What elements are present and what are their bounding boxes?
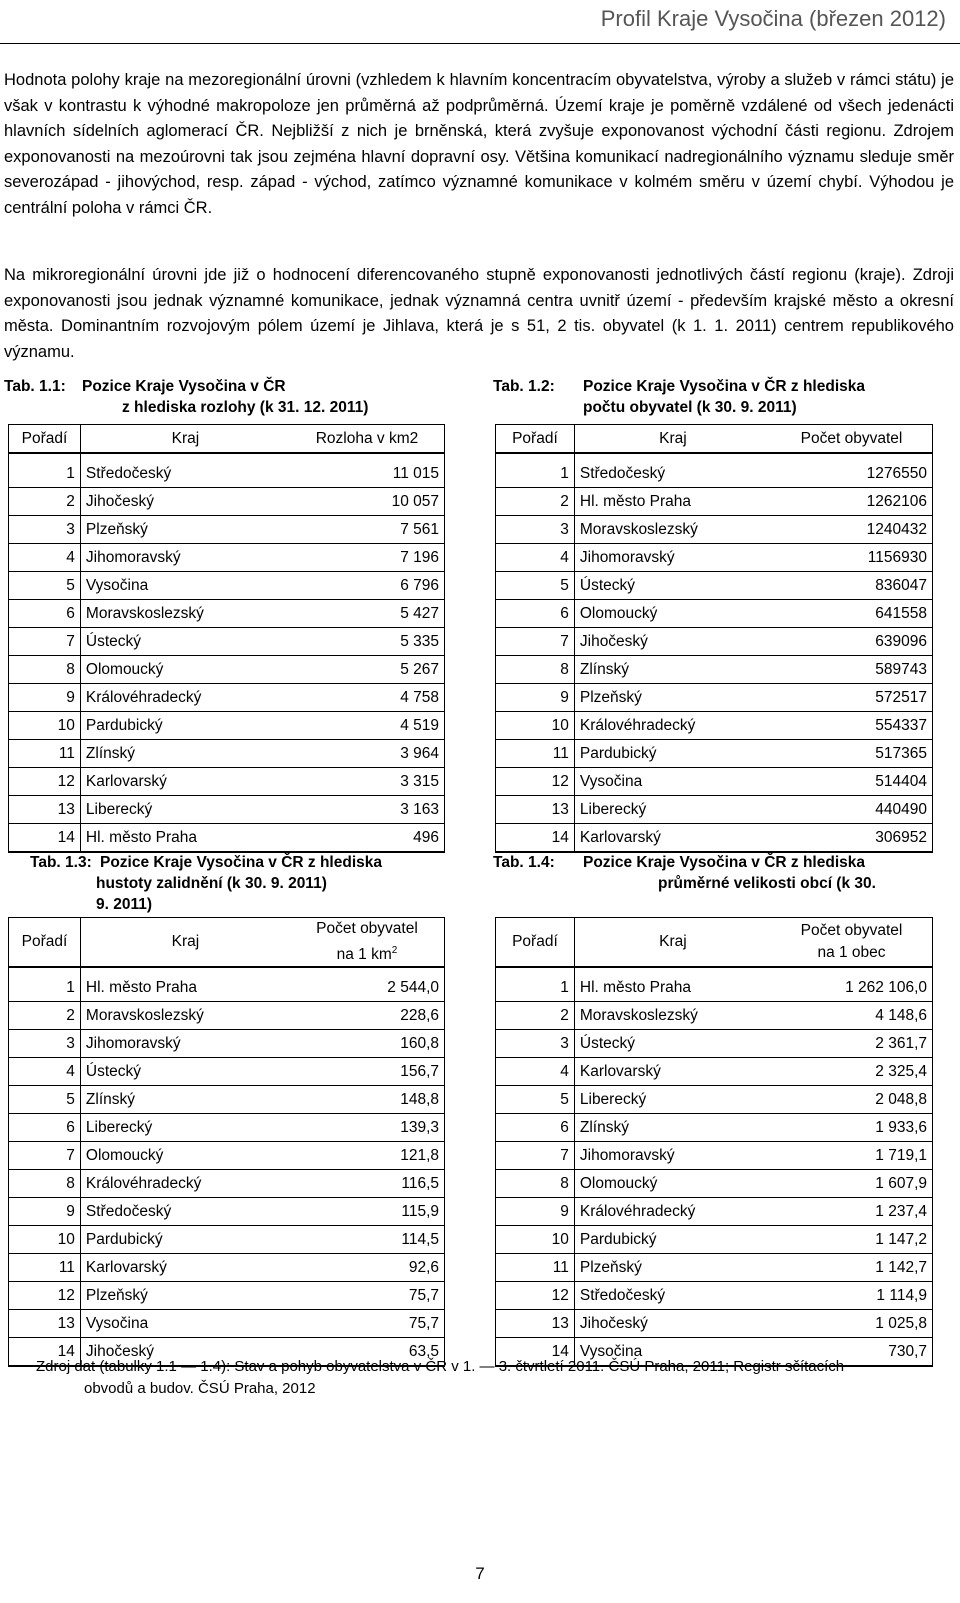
table-row: [496, 1142, 933, 1170]
cell-rank: 13: [9, 1310, 81, 1338]
cell-rank: 9: [496, 684, 575, 712]
cell-region: Plzeňský: [574, 684, 771, 712]
cell-value: 641558: [771, 600, 933, 628]
table-3-header-value-sup: 2: [391, 945, 398, 956]
cell-region: Moravskoslezský: [80, 1002, 290, 1030]
cell-value: 2 544,0: [290, 974, 445, 1002]
cell-region: Vysočina: [80, 572, 290, 600]
cell-rank: 2: [496, 488, 575, 516]
table-4-caption-line2: průměrné velikosti obcí (k 30.: [658, 875, 876, 892]
source-line1: Zdroj dat (tabulky 1.1 — 1.4): Stav a pohyb obyvatelstva v ČR v 1. — 3. čtvrtletí 2011. ČSÚ Praha, 2011; Registr sčítacích: [36, 1358, 845, 1375]
table-row: [9, 1058, 445, 1086]
cell-value: 514404: [771, 768, 933, 796]
cell-rank: 11: [9, 1254, 81, 1282]
cell-rank: 11: [496, 740, 575, 768]
table-row: [496, 656, 933, 684]
cell-region: Hl. město Praha: [80, 824, 290, 853]
cell-rank: 2: [496, 1002, 575, 1030]
table-row: [496, 488, 933, 516]
table-row: [496, 1226, 933, 1254]
cell-region: Jihomoravský: [574, 1142, 771, 1170]
cell-region: Karlovarský: [80, 768, 290, 796]
cell-region: Středočeský: [80, 460, 290, 488]
table-row: [496, 974, 933, 1002]
table-row: [496, 572, 933, 600]
table-1-caption: [4, 376, 444, 418]
cell-value: 228,6: [290, 1002, 445, 1030]
cell-region: Vysočina: [574, 1338, 771, 1367]
cell-value: 10 057: [290, 488, 445, 516]
table-row: [9, 796, 445, 824]
cell-region: Jihočeský: [574, 628, 771, 656]
table-row: [9, 628, 445, 656]
table-3-label: Tab. 1.3:: [30, 854, 92, 871]
cell-region: Olomoucký: [574, 1170, 771, 1198]
table-row: [496, 600, 933, 628]
cell-region: Hl. město Praha: [574, 974, 771, 1002]
cell-region: Pardubický: [80, 712, 290, 740]
table-row: [9, 544, 445, 572]
cell-value: 496: [290, 824, 445, 853]
table-3: [8, 917, 445, 1367]
source-line2: obvodů a budov. ČSÚ Praha, 2012: [84, 1380, 316, 1397]
cell-value: 4 519: [290, 712, 445, 740]
cell-rank: 4: [496, 544, 575, 572]
table-row: [9, 1226, 445, 1254]
cell-rank: 11: [9, 740, 81, 768]
cell-rank: 2: [9, 488, 81, 516]
cell-region: Karlovarský: [80, 1254, 290, 1282]
cell-region: Plzeňský: [80, 516, 290, 544]
source-note: [36, 1356, 932, 1400]
cell-value: 1 262 106,0: [771, 974, 933, 1002]
table-row: [9, 1142, 445, 1170]
table-row: [496, 1058, 933, 1086]
cell-region: Olomoucký: [80, 656, 290, 684]
cell-rank: 6: [496, 600, 575, 628]
cell-rank: 14: [496, 1338, 575, 1367]
cell-value: 116,5: [290, 1170, 445, 1198]
cell-value: 3 163: [290, 796, 445, 824]
table-row: [496, 460, 933, 488]
table-1-header-rank: Pořadí: [9, 425, 81, 454]
cell-rank: 9: [9, 684, 81, 712]
cell-rank: 10: [9, 712, 81, 740]
table-row: [496, 1282, 933, 1310]
cell-rank: 10: [9, 1226, 81, 1254]
cell-value: 156,7: [290, 1058, 445, 1086]
cell-rank: 12: [9, 768, 81, 796]
cell-rank: 5: [496, 572, 575, 600]
cell-rank: 8: [496, 656, 575, 684]
table-2-header-region: Kraj: [574, 425, 771, 454]
cell-value: 1 025,8: [771, 1310, 933, 1338]
table-2-header-value: Počet obyvatel: [771, 425, 933, 454]
table-1-header-value: Rozloha v km2: [290, 425, 445, 454]
cell-value: 1 237,4: [771, 1198, 933, 1226]
table-row: [496, 544, 933, 572]
table-1-header-region: Kraj: [80, 425, 290, 454]
table-2-header-rank: Pořadí: [496, 425, 575, 454]
cell-region: Hl. město Praha: [574, 488, 771, 516]
cell-region: Plzeňský: [80, 1282, 290, 1310]
cell-rank: 9: [496, 1198, 575, 1226]
cell-region: Liberecký: [574, 1086, 771, 1114]
cell-value: 92,6: [290, 1254, 445, 1282]
cell-rank: 4: [9, 1058, 81, 1086]
cell-region: Zlínský: [80, 1086, 290, 1114]
table-row: [9, 600, 445, 628]
cell-value: 160,8: [290, 1030, 445, 1058]
cell-region: Zlínský: [80, 740, 290, 768]
cell-rank: 1: [496, 974, 575, 1002]
cell-value: 121,8: [290, 1142, 445, 1170]
table-row: [9, 1198, 445, 1226]
cell-region: Středočeský: [574, 460, 771, 488]
cell-value: 836047: [771, 572, 933, 600]
table-2-caption-line2: počtu obyvatel (k 30. 9. 2011): [583, 399, 797, 416]
cell-region: Jihomoravský: [80, 1030, 290, 1058]
table-row: [9, 1086, 445, 1114]
table-2-body: [496, 453, 933, 852]
cell-region: Pardubický: [574, 1226, 771, 1254]
table-1-caption-line1: Pozice Kraje Vysočina v ČR: [82, 378, 286, 395]
cell-region: Královéhradecký: [80, 684, 290, 712]
table-1-body: [9, 453, 445, 852]
table-row: [9, 1170, 445, 1198]
cell-value: 1 607,9: [771, 1170, 933, 1198]
cell-region: Pardubický: [80, 1226, 290, 1254]
table-row: [9, 712, 445, 740]
cell-region: Ústecký: [80, 628, 290, 656]
cell-rank: 13: [496, 1310, 575, 1338]
cell-rank: 12: [9, 1282, 81, 1310]
cell-rank: 13: [496, 796, 575, 824]
cell-value: 7 561: [290, 516, 445, 544]
cell-rank: 8: [9, 1170, 81, 1198]
cell-rank: 2: [9, 1002, 81, 1030]
cell-rank: 3: [496, 1030, 575, 1058]
cell-region: Jihomoravský: [80, 544, 290, 572]
cell-value: 1156930: [771, 544, 933, 572]
page-header: [0, 0, 960, 44]
cell-region: Jihomoravský: [574, 544, 771, 572]
table-1-caption-line2: z hlediska rozlohy (k 31. 12. 2011): [122, 399, 369, 416]
table-row: [9, 740, 445, 768]
cell-value: 517365: [771, 740, 933, 768]
cell-region: Zlínský: [574, 656, 771, 684]
cell-region: Královéhradecký: [574, 1198, 771, 1226]
cell-rank: 1: [9, 460, 81, 488]
cell-value: 3 315: [290, 768, 445, 796]
cell-rank: 3: [9, 1030, 81, 1058]
table-row: [496, 684, 933, 712]
table-1: [8, 424, 445, 853]
cell-value: 554337: [771, 712, 933, 740]
cell-value: 306952: [771, 824, 933, 853]
table-row: [9, 684, 445, 712]
cell-value: 4 758: [290, 684, 445, 712]
cell-rank: 5: [9, 1086, 81, 1114]
cell-value: 1240432: [771, 516, 933, 544]
cell-rank: 6: [496, 1114, 575, 1142]
cell-value: 1 142,7: [771, 1254, 933, 1282]
cell-rank: 13: [9, 796, 81, 824]
table-3-header-region: Kraj: [80, 918, 290, 968]
cell-region: Ústecký: [80, 1058, 290, 1086]
cell-value: 1 114,9: [771, 1282, 933, 1310]
table-2: [495, 424, 933, 853]
cell-value: 75,7: [290, 1282, 445, 1310]
cell-value: 572517: [771, 684, 933, 712]
table-row: [9, 824, 445, 853]
table-1-label: Tab. 1.1:: [4, 378, 66, 395]
cell-value: 1 147,2: [771, 1226, 933, 1254]
cell-value: 114,5: [290, 1226, 445, 1254]
cell-rank: 11: [496, 1254, 575, 1282]
cell-value: 4 148,6: [771, 1002, 933, 1030]
table-4-caption-line1: Pozice Kraje Vysočina v ČR z hlediska: [583, 854, 865, 871]
cell-rank: 9: [9, 1198, 81, 1226]
cell-rank: 7: [496, 628, 575, 656]
cell-value: 1262106: [771, 488, 933, 516]
table-row: [496, 1310, 933, 1338]
table-row: [496, 768, 933, 796]
cell-value: 730,7: [771, 1338, 933, 1367]
cell-value: 3 964: [290, 740, 445, 768]
cell-region: Karlovarský: [574, 824, 771, 853]
table-row: [9, 1282, 445, 1310]
cell-value: 2 048,8: [771, 1086, 933, 1114]
cell-rank: 8: [496, 1170, 575, 1198]
cell-value: 6 796: [290, 572, 445, 600]
table-row: [9, 1030, 445, 1058]
cell-region: Zlínský: [574, 1114, 771, 1142]
table-row: [496, 1198, 933, 1226]
cell-region: Hl. město Praha: [80, 974, 290, 1002]
cell-region: Pardubický: [574, 740, 771, 768]
cell-rank: 12: [496, 1282, 575, 1310]
cell-region: Jihočeský: [80, 488, 290, 516]
table-row: [9, 768, 445, 796]
table-row: [496, 628, 933, 656]
table-row: [9, 1002, 445, 1030]
table-row: [496, 1030, 933, 1058]
table-3-caption-line3: 9. 2011): [96, 896, 153, 913]
cell-value: 639096: [771, 628, 933, 656]
table-3-body: [9, 967, 445, 1366]
table-row: [496, 740, 933, 768]
cell-rank: 7: [496, 1142, 575, 1170]
cell-value: 5 267: [290, 656, 445, 684]
cell-value: 5 427: [290, 600, 445, 628]
cell-region: Moravskoslezský: [574, 1002, 771, 1030]
cell-rank: 5: [496, 1086, 575, 1114]
cell-region: Středočeský: [80, 1198, 290, 1226]
table-row: [9, 1254, 445, 1282]
table-row: [496, 1002, 933, 1030]
cell-region: Královéhradecký: [80, 1170, 290, 1198]
cell-rank: 5: [9, 572, 81, 600]
table-4-header-rank: Pořadí: [496, 918, 575, 968]
cell-rank: 14: [9, 1338, 81, 1367]
table-4-header-value-line2: na 1 obec: [817, 944, 886, 961]
table-row: [496, 1086, 933, 1114]
cell-rank: 4: [9, 544, 81, 572]
cell-value: 75,7: [290, 1310, 445, 1338]
table-3-caption-line2: hustoty zalidnění (k 30. 9. 2011): [96, 875, 327, 892]
table-row: [9, 974, 445, 1002]
table-row: [9, 656, 445, 684]
table-row: [496, 712, 933, 740]
cell-region: Moravskoslezský: [574, 516, 771, 544]
table-2-caption-line1: Pozice Kraje Vysočina v ČR z hlediska: [583, 378, 865, 395]
cell-value: 1 933,6: [771, 1114, 933, 1142]
cell-rank: 10: [496, 1226, 575, 1254]
cell-value: 2 361,7: [771, 1030, 933, 1058]
table-4-header-value: [771, 918, 933, 968]
cell-rank: 6: [9, 1114, 81, 1142]
cell-region: Královéhradecký: [574, 712, 771, 740]
table-3-caption-line1: Pozice Kraje Vysočina v ČR z hlediska: [100, 854, 382, 871]
cell-region: Vysočina: [574, 768, 771, 796]
header-title: Profil Kraje Vysočina (březen 2012): [600, 6, 946, 31]
cell-region: Ústecký: [574, 1030, 771, 1058]
table-row: [9, 460, 445, 488]
cell-region: Olomoucký: [574, 600, 771, 628]
paragraph-2: Na mikroregionální úrovni jde již o hodnocení diferencovaného stupně exponovanosti jednotlivých částí regionu (kraje). Zdroji exponovanosti jsou jednak významné komunikace, jednak významná centra uvnitř území - především krajské město a okresní města. Dominantním rozvojovým pólem území je Jihlava, která je s 51, 2 tis. obyvatel (k 1. 1. 2011) centrem republikového významu.: [4, 266, 954, 361]
cell-value: 63,5: [290, 1338, 445, 1367]
cell-value: 139,3: [290, 1114, 445, 1142]
table-4: [495, 917, 933, 1367]
cell-value: 11 015: [290, 460, 445, 488]
cell-value: 115,9: [290, 1198, 445, 1226]
cell-value: 148,8: [290, 1086, 445, 1114]
cell-value: 1276550: [771, 460, 933, 488]
table-3-header-value: [290, 918, 445, 968]
table-3-header-value-line1: Počet obyvatel: [316, 920, 418, 937]
cell-region: Karlovarský: [574, 1058, 771, 1086]
cell-value: 589743: [771, 656, 933, 684]
cell-region: Liberecký: [574, 796, 771, 824]
table-row: [9, 1310, 445, 1338]
cell-rank: 1: [9, 974, 81, 1002]
cell-rank: 8: [9, 656, 81, 684]
table-4-label: Tab. 1.4:: [493, 854, 555, 871]
cell-region: Liberecký: [80, 796, 290, 824]
cell-rank: 3: [496, 516, 575, 544]
cell-rank: 1: [496, 460, 575, 488]
cell-rank: 12: [496, 768, 575, 796]
cell-value: 1 719,1: [771, 1142, 933, 1170]
page-number: 7: [475, 1564, 485, 1583]
table-row: [9, 572, 445, 600]
table-row: [496, 1114, 933, 1142]
cell-value: 2 325,4: [771, 1058, 933, 1086]
table-4-header-value-line1: Počet obyvatel: [800, 922, 903, 939]
cell-rank: 3: [9, 516, 81, 544]
table-3-caption: [30, 852, 450, 915]
table-row: [9, 1114, 445, 1142]
cell-rank: 7: [9, 628, 81, 656]
cell-value: 7 196: [290, 544, 445, 572]
cell-region: Ústecký: [574, 572, 771, 600]
table-2-caption: [493, 376, 953, 418]
cell-region: Moravskoslezský: [80, 600, 290, 628]
table-3-header-value-line2: na 1 km: [336, 946, 392, 964]
cell-rank: 14: [496, 824, 575, 853]
cell-region: Středočeský: [574, 1282, 771, 1310]
table-row: [496, 516, 933, 544]
table-4-body: [496, 967, 933, 1366]
cell-rank: 14: [9, 824, 81, 853]
cell-region: Olomoucký: [80, 1142, 290, 1170]
table-4-caption: [493, 852, 953, 894]
table-4-header-region: Kraj: [574, 918, 771, 968]
table-row: [496, 1170, 933, 1198]
cell-region: Vysočina: [80, 1310, 290, 1338]
cell-value: 5 335: [290, 628, 445, 656]
cell-value: 440490: [771, 796, 933, 824]
cell-rank: 7: [9, 1142, 81, 1170]
table-row: [496, 824, 933, 853]
table-2-label: Tab. 1.2:: [493, 378, 555, 395]
cell-rank: 10: [496, 712, 575, 740]
table-row: [496, 1254, 933, 1282]
cell-region: Liberecký: [80, 1114, 290, 1142]
table-row: [9, 488, 445, 516]
cell-rank: 6: [9, 600, 81, 628]
table-row: [496, 796, 933, 824]
table-row: [9, 516, 445, 544]
cell-region: Jihočeský: [574, 1310, 771, 1338]
cell-region: Plzeňský: [574, 1254, 771, 1282]
paragraph-1: Hodnota polohy kraje na mezoregionální úrovni (vzhledem k hlavním koncentracím obyvatelstva, výroby a služeb v rámci státu) je však v kontrastu k výhodné makropoloze jen průměrná až podprůměrná. Území kraje je poměrně vzdálené od všech jedenácti hlavních sídelních aglomerací ČR. Nejbližší z nich je brněnská, která zvyšuje exponovanost východní části regionu. Zdrojem exponovanosti na mezoúrovni tak jsou zejména hlavní dopravní osy. Většina komunikací nadregionálního významu sleduje směr severozápad - jihovýchod, resp. západ - východ, zatímco významné komunikace v kolmém směru v území chybí. Výhodou je centrální poloha v rámci ČR.: [4, 71, 954, 217]
table-3-header-rank: Pořadí: [9, 918, 81, 968]
cell-rank: 4: [496, 1058, 575, 1086]
cell-region: Jihočeský: [80, 1338, 290, 1367]
